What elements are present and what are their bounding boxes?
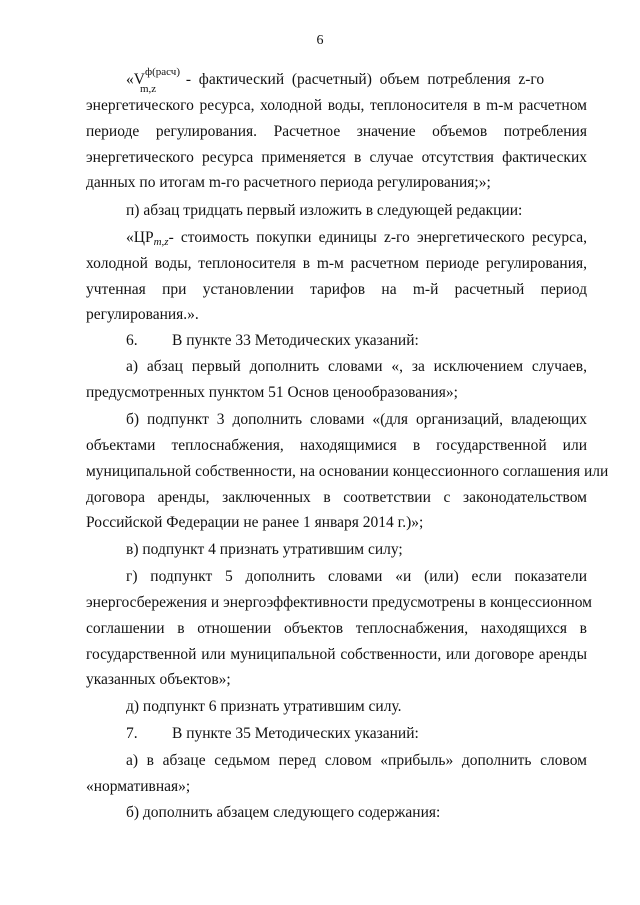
text-line: Российской Федерации не ранее 1 января 2014 г.)»; [86, 514, 424, 531]
definition-v-line [126, 66, 587, 95]
text-line: а) в абзаце седьмом перед словом «прибыль» дополнить словом [126, 752, 587, 769]
v-symbol-subscript: m,z [140, 83, 157, 95]
text-line: предусмотренных пунктом 51 Основ ценообразования»; [86, 384, 458, 401]
item-number: 7. [126, 725, 138, 742]
text-line: периоде регулирования. Расчетное значение объемов потребления [86, 123, 587, 140]
text-line: п) абзац тридцать первый изложить в следующей редакции: [126, 202, 523, 219]
text-line: соглашении в отношении объектов теплоснабжения, находящихся в [86, 620, 587, 637]
v-symbol-base: «V [126, 71, 145, 88]
text-line: договора аренды, заключенных в соответствии с законодательством [86, 489, 587, 506]
text-line: энергетического ресурса, холодной воды, теплоносителя в m-м расчетном [86, 97, 587, 114]
definition-cr-line [126, 228, 587, 248]
text-line: энергосбережения и энергоэффективности предусмотрены в концессионном [86, 594, 592, 611]
text-line: объектами теплоснабжения, находящимися в государственной или [86, 437, 587, 454]
text-line: а) абзац первый дополнить словами «, за исключением случаев, [126, 358, 587, 375]
v-symbol [126, 66, 182, 95]
text-line: регулирования.». [86, 306, 199, 323]
cr-symbol-subscript: m,z [153, 236, 169, 248]
text-line: муниципальной собственности, на основании концессионного соглашения или [86, 463, 609, 480]
cr-symbol: «ЦР [126, 229, 154, 246]
text-line: учтенная при установлении тарифов на m-й расчетный период [86, 281, 587, 298]
text-line: г) подпункт 5 дополнить словами «и (или) если показатели [126, 568, 587, 585]
text-line: д) подпункт 6 признать утратившим силу. [126, 698, 402, 715]
text-line: государственной или муниципальной собственности, или договоре аренды [86, 646, 587, 663]
item-text: В пункте 33 Методических указаний: [172, 332, 419, 349]
v-symbol-superscript: ф(расч) [144, 66, 180, 78]
text-line: энергетического ресурса применяется в случае отсутствия фактических [86, 149, 587, 166]
numbered-item-6 [126, 331, 587, 351]
item-text: В пункте 35 Методических указаний: [172, 725, 419, 742]
text-line: данных по итогам m-го расчетного периода регулирования;»; [86, 174, 491, 191]
text-line: б) дополнить абзацем следующего содержания: [126, 804, 441, 821]
text-line: указанных объектов»; [86, 671, 231, 688]
numbered-item-7 [126, 724, 587, 744]
definition-v-text: - фактический (расчетный) объем потребления z-го [181, 71, 545, 88]
page-number: 6 [316, 33, 324, 48]
text-line: б) подпункт 3 дополнить словами «(для организаций, владеющих [126, 411, 587, 428]
definition-cr-text: - стоимость покупки единицы z-го энергетического ресурса, [168, 229, 587, 246]
text-line: в) подпункт 4 признать утратившим силу; [126, 541, 403, 558]
item-number: 6. [126, 332, 138, 349]
text-line: «нормативная»; [86, 778, 191, 795]
text-line: холодной воды, теплоносителя в m-м расчетном периоде регулирования, [86, 255, 587, 272]
